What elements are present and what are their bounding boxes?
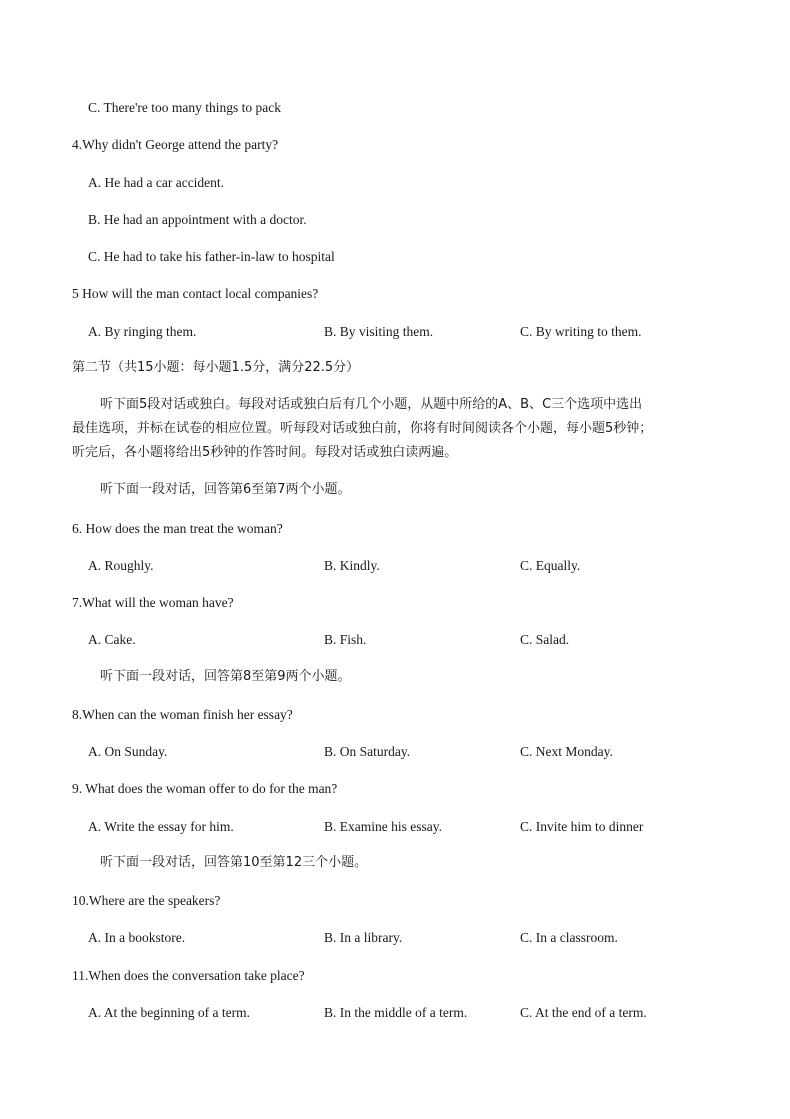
q4-option-a: A. He had a car accident. [88, 175, 225, 190]
section2-instruction-line1: 听下面5段对话或独白。每段对话或独白后有几个小题，从题中所给的A、B、C三个选项中选出 [100, 397, 643, 412]
q4-option-b: B. He had an appointment with a doctor. [88, 212, 307, 227]
section2-title: 第二节（共15小题：每小题1.5分，满分22.5分） [72, 360, 360, 375]
q11-option-a: A. At the beginning of a term. [88, 1005, 250, 1020]
q8-option-b: B. On Saturday. [324, 744, 411, 759]
q11-option-b: B. In the middle of a term. [324, 1005, 468, 1020]
q7-option-c: C. Salad. [520, 632, 570, 647]
q9-option-b: B. Examine his essay. [324, 819, 442, 834]
q9-option-a: A. Write the essay for him. [88, 819, 234, 834]
q7-question: 7.What will the woman have? [72, 595, 234, 610]
q10-option-a: A. In a bookstore. [88, 930, 186, 945]
q7-option-b: B. Fish. [324, 632, 367, 647]
q5-question: 5 How will the man contact local companies? [72, 286, 319, 301]
q6-option-b: B. Kindly. [324, 558, 380, 573]
q8-option-c: C. Next Monday. [520, 744, 613, 759]
q8-question: 8.When can the woman finish her essay? [72, 707, 293, 722]
q10-option-b: B. In a library. [324, 930, 403, 945]
q6-question: 6. How does the man treat the woman? [72, 521, 283, 536]
q9-question: 9. What does the woman offer to do for the man? [72, 781, 338, 796]
q11-option-c: C. At the end of a term. [520, 1005, 647, 1020]
q10-option-c: C. In a classroom. [520, 930, 618, 945]
section2-instruction-line2: 最佳选项，并标在试卷的相应位置。听每段对话或独白前，你将有时间阅读各个小题，每小题5秒钟； [72, 421, 653, 436]
group3-instruction: 听下面一段对话，回答第10至第12三个小题。 [100, 855, 368, 870]
q6-option-a: A. Roughly. [88, 558, 154, 573]
section2-instruction-line3: 听完后，各小题将给出5秒钟的作答时间。每段对话或独白读两遍。 [72, 445, 458, 460]
group2-instruction: 听下面一段对话，回答第8至第9两个小题。 [100, 669, 351, 684]
q4-question: 4.Why didn't George attend the party? [72, 137, 279, 152]
q6-option-c: C. Equally. [520, 558, 581, 573]
q10-question: 10.Where are the speakers? [72, 893, 221, 908]
q4-option-c: C. He had to take his father-in-law to hospital [88, 249, 335, 264]
q5-option-a: A. By ringing them. [88, 324, 197, 339]
q5-option-b: B. By visiting them. [324, 324, 434, 339]
q3-option-c: C. There're too many things to pack [88, 100, 282, 115]
q11-question: 11.When does the conversation take place? [72, 968, 305, 983]
q5-option-c: C. By writing to them. [520, 324, 642, 339]
q9-option-c: C. Invite him to dinner [520, 819, 644, 834]
q7-option-a: A. Cake. [88, 632, 136, 647]
q8-option-a: A. On Sunday. [88, 744, 168, 759]
group1-instruction: 听下面一段对话，回答第6至第7两个小题。 [100, 482, 351, 497]
